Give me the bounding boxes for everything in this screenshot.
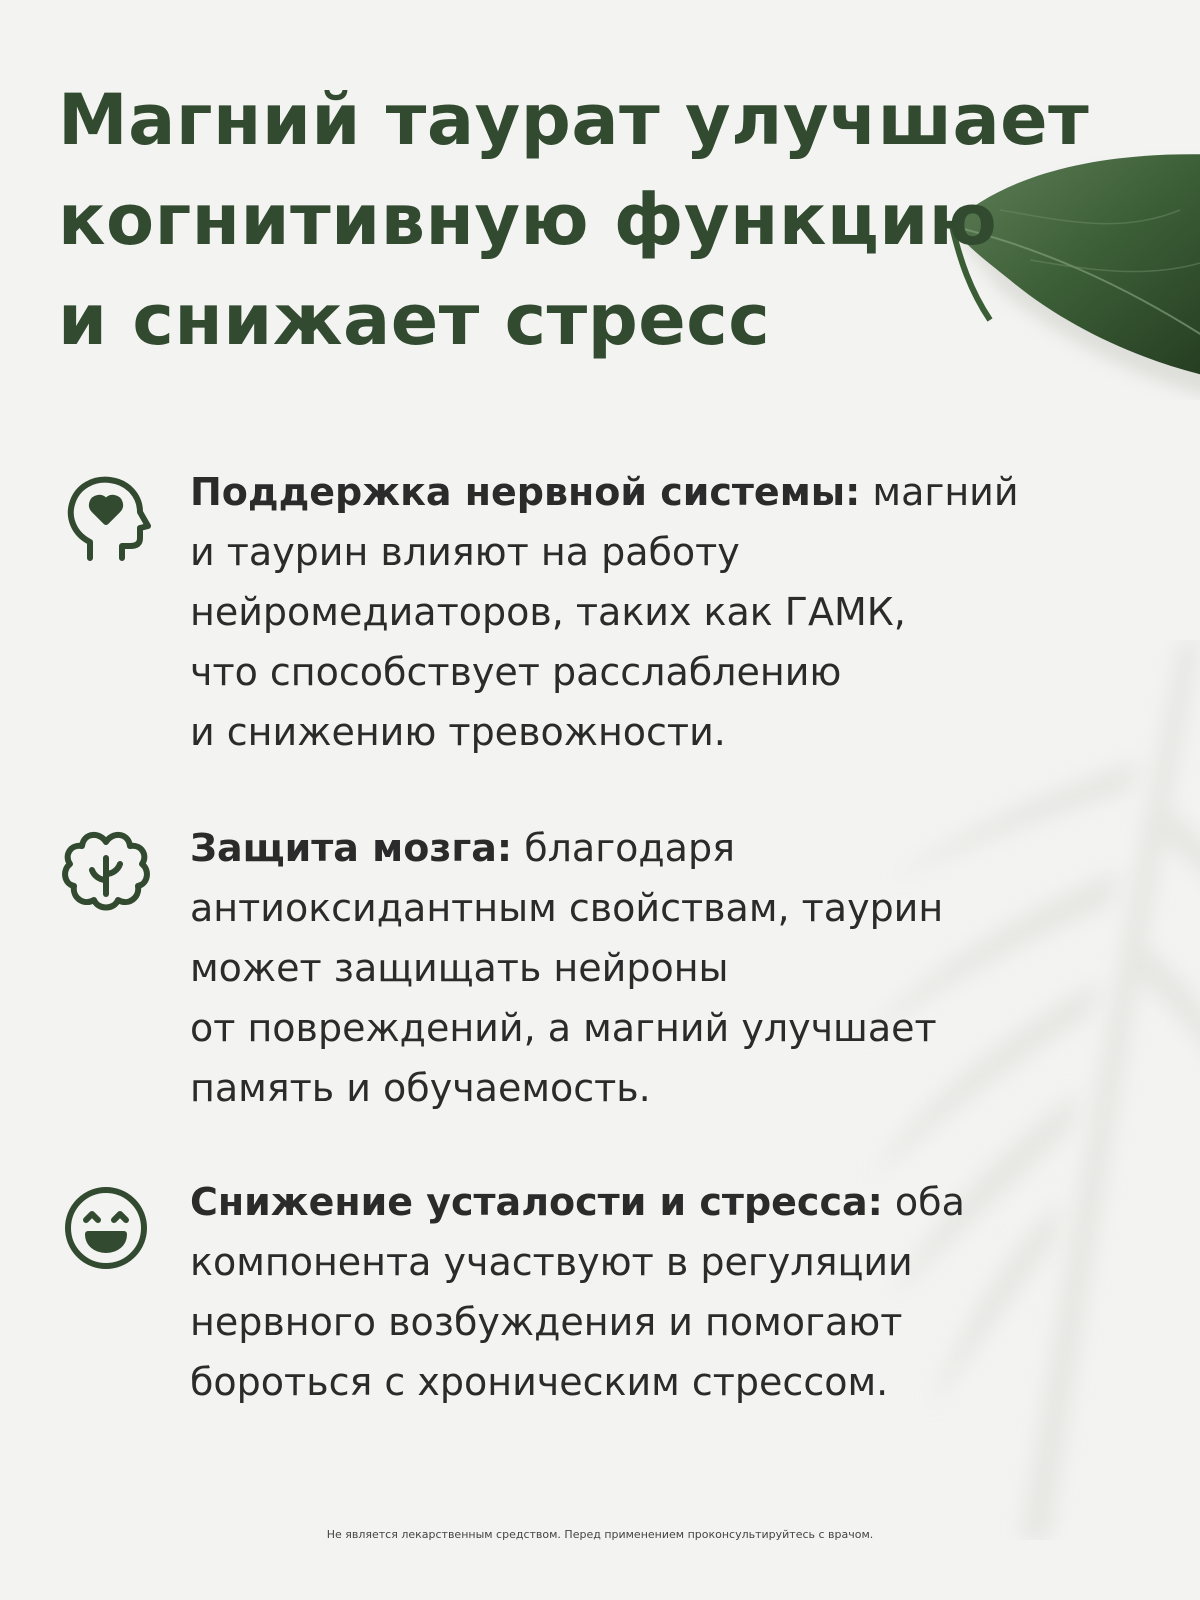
- head-heart-icon: [60, 472, 152, 564]
- benefit-line: память и обучаемость.: [190, 1066, 651, 1110]
- benefit-line: что способствует расслаблению: [190, 650, 842, 694]
- benefit-line: компонента участвуют в регуляции: [190, 1240, 913, 1284]
- benefit-line: от повреждений, а магний улучшает: [190, 1006, 937, 1050]
- benefit-line: может защищать нейроны: [190, 946, 729, 990]
- benefit-text: [190, 462, 1150, 762]
- benefit-line: нейромедиаторов, таких как ГАМК,: [190, 590, 906, 634]
- disclaimer: Не является лекарственным средством. Перед применением проконсультируйтесь с врачом.: [326, 1528, 874, 1541]
- smiling-face-icon: [60, 1182, 152, 1274]
- title-line: Магний таурат улучшает: [58, 79, 1090, 161]
- benefit-line: и таурин влияют на работу: [190, 530, 740, 574]
- benefit-text: [190, 1172, 1150, 1412]
- benefit-heading: Снижение усталости и стресса:: [190, 1180, 883, 1224]
- benefit-heading: Поддержка нервной системы:: [190, 470, 861, 514]
- benefit-line: оба: [882, 1180, 965, 1224]
- benefit-line: и снижению тревожности.: [190, 710, 726, 754]
- benefit-text: [190, 818, 1150, 1118]
- benefit-line: нервного возбуждения и помогают: [190, 1300, 903, 1344]
- benefit-line: антиоксидантным свойствам, таурин: [190, 886, 944, 930]
- benefit-line: бороться с хроническим стрессом.: [190, 1360, 889, 1404]
- benefit-heading: Защита мозга:: [190, 826, 513, 870]
- title-line: когнитивную функцию: [58, 179, 998, 261]
- benefit-line: магний: [860, 470, 1019, 514]
- brain-icon: [60, 828, 152, 920]
- benefit-line: благодаря: [512, 826, 735, 870]
- page-title: [58, 70, 1090, 370]
- title-line: и снижает стресс: [58, 279, 771, 361]
